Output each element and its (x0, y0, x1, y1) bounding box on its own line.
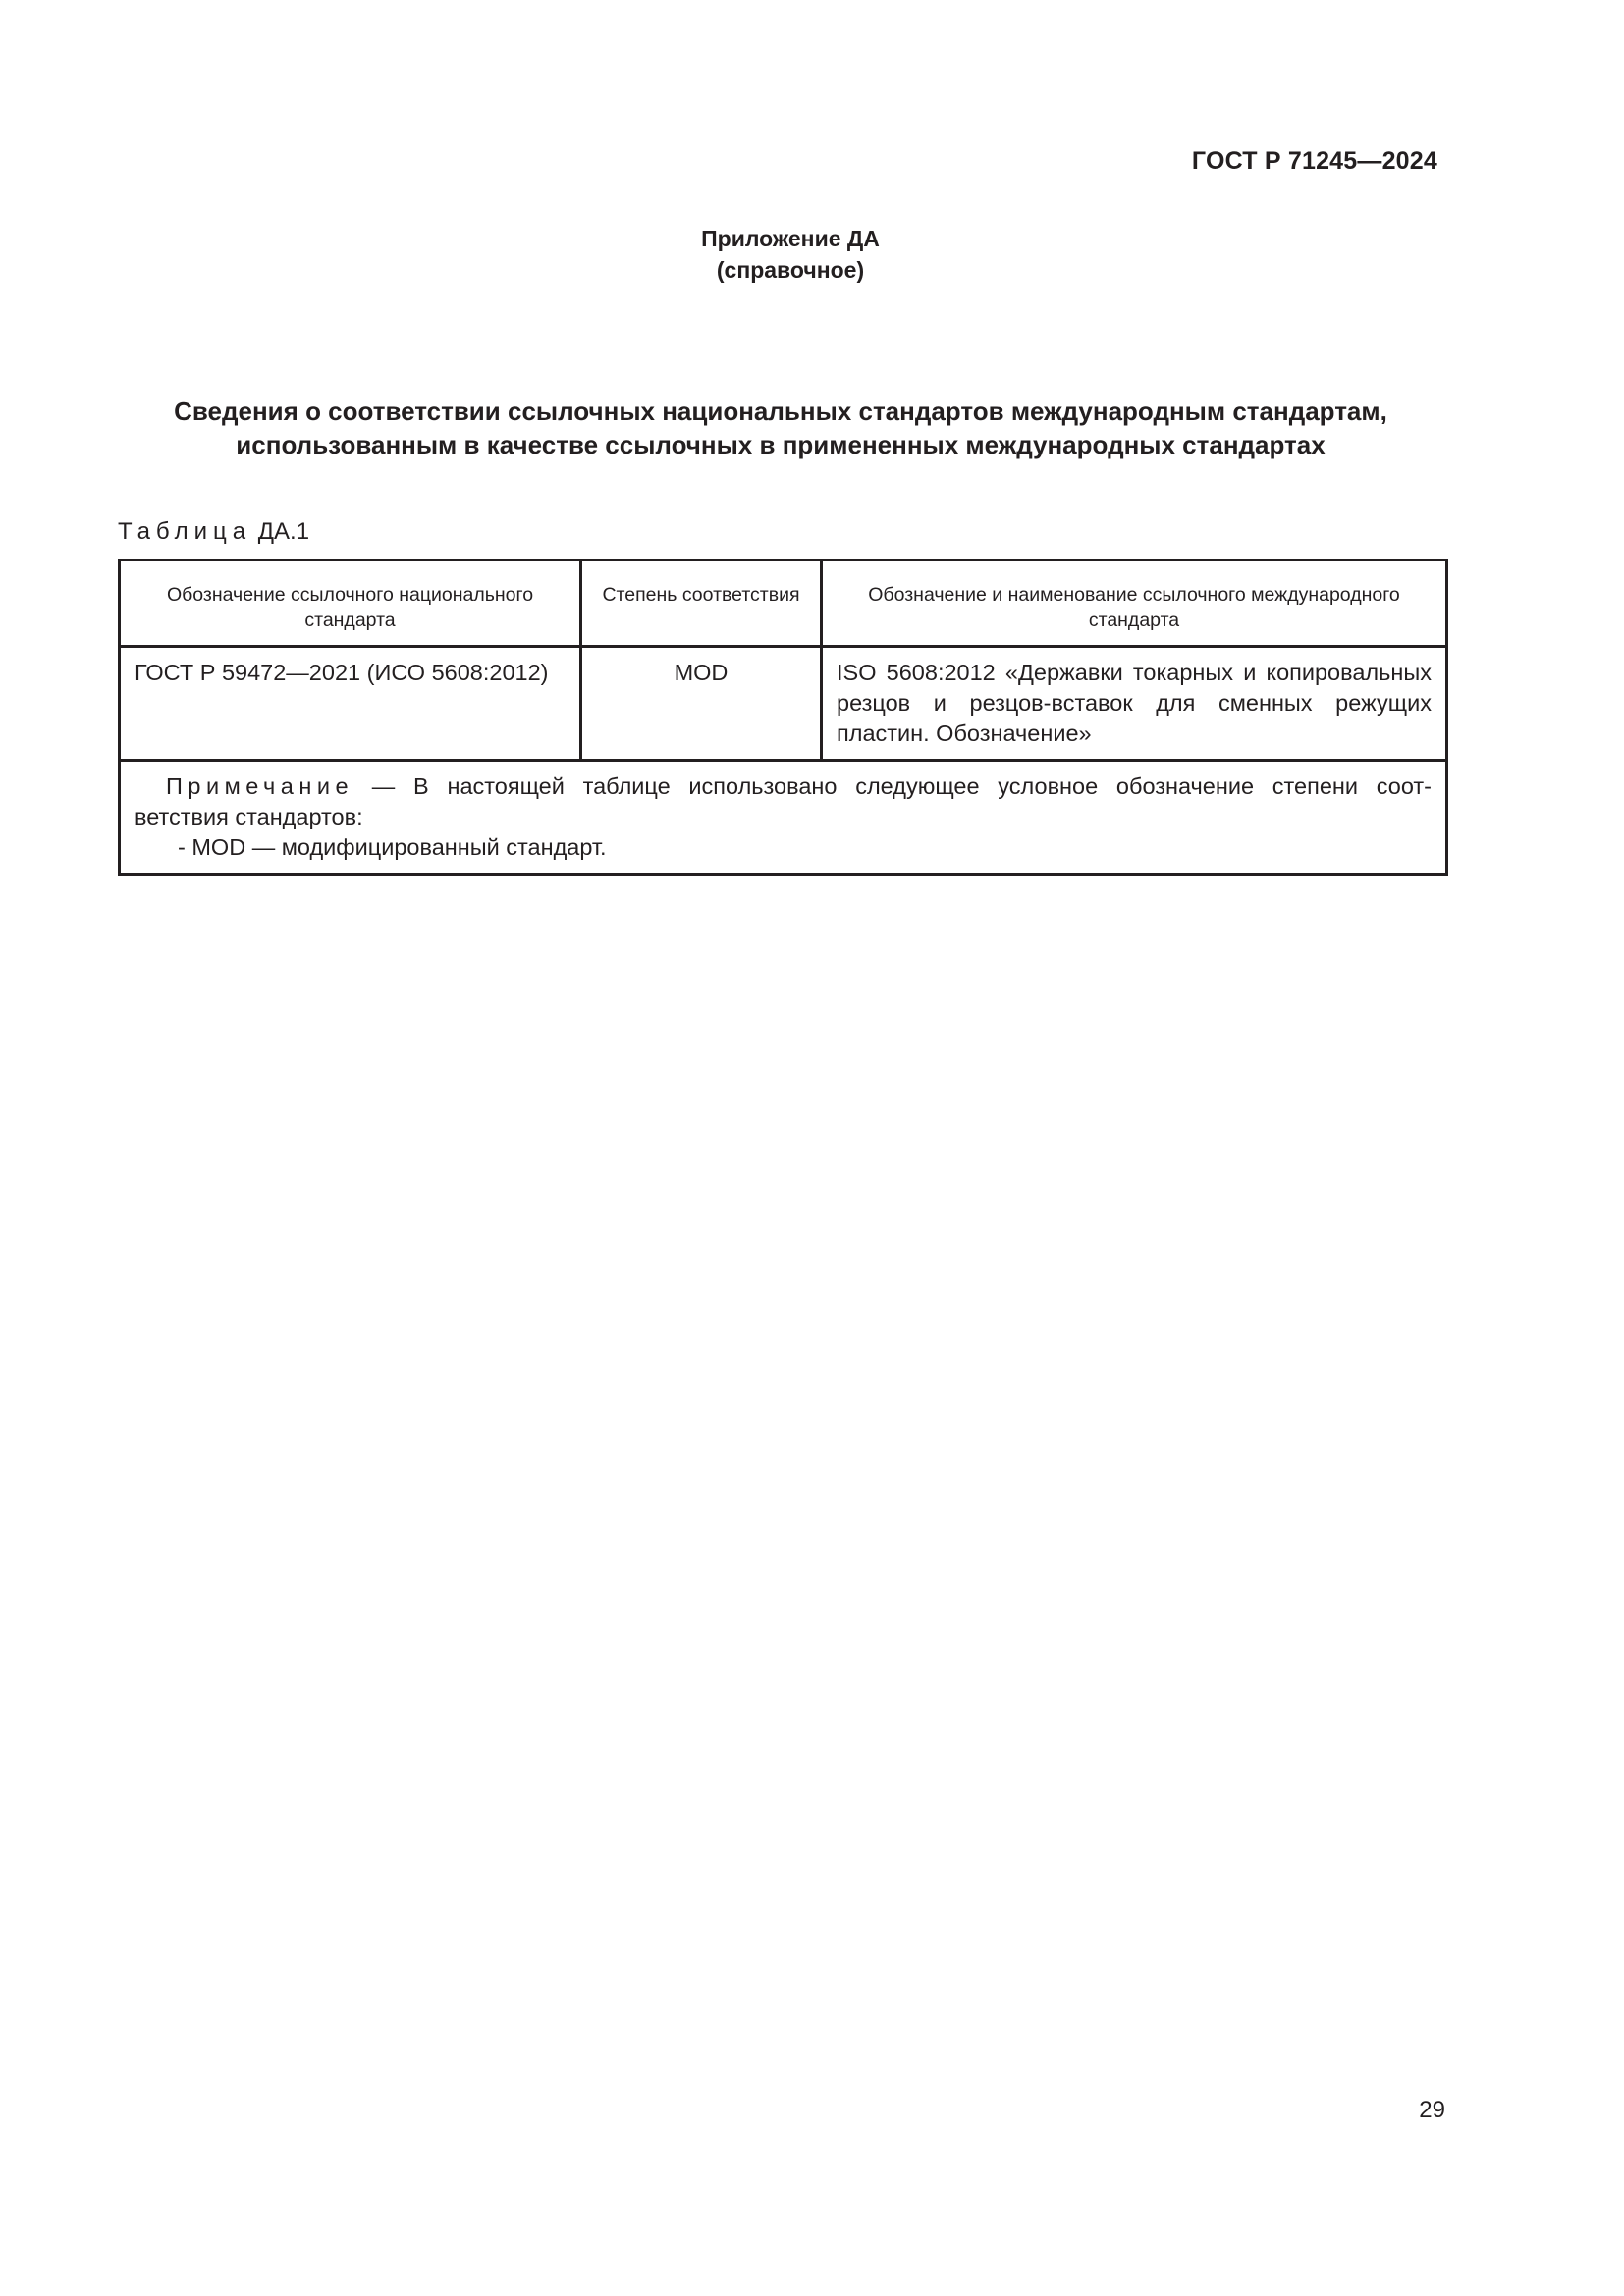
appendix-title: Приложение ДА (701, 226, 880, 251)
table-caption-number: ДА.1 (257, 518, 310, 545)
header-degree-of-conformity: Степень соответствия (581, 561, 822, 647)
document-designation: ГОСТ Р 71245—2024 (1191, 147, 1437, 175)
cell-international-standard: ISO 5608:2012 «Державки токарных и копировальных резцов и резцов-вставок для сменных режущих пластин. Обозначение» (822, 647, 1447, 761)
header-international-standard: Обозначение и наименование ссылочного международного стандарта (822, 561, 1447, 647)
table-note (120, 761, 1447, 875)
note-text-continuation: ветствия стандартов: (135, 804, 363, 829)
note-label: Примечание (166, 774, 354, 799)
header-national-standard: Обозначение ссылочного национального стандарта (120, 561, 581, 647)
cell-degree-of-conformity: MOD (581, 647, 822, 761)
correspondence-table (118, 559, 1448, 876)
page-number: 29 (1419, 2097, 1445, 2123)
appendix-status: (справочное) (716, 257, 865, 283)
table-note-row (120, 761, 1447, 875)
note-first-line (135, 772, 1432, 802)
note-text: — В настоящей таблице использовано следующее условное обозначение степени соот- (371, 774, 1433, 799)
cell-national-standard: ГОСТ Р 59472—2021 (ИСО 5608:2012) (120, 647, 581, 761)
table-row (120, 647, 1447, 761)
table-caption-label: Таблица (118, 518, 252, 545)
section-title-line-1: Сведения о соответствии ссылочных национальных стандартов международным стандартам, (174, 397, 1387, 426)
section-title (118, 395, 1443, 461)
section-title-line-2: использованным в качестве ссылочных в примененных международных стандартах (236, 430, 1326, 459)
table-caption (118, 518, 309, 546)
note-list-item: - MOD — модифицированный стандарт. (178, 834, 607, 860)
table-header-row (120, 561, 1447, 647)
